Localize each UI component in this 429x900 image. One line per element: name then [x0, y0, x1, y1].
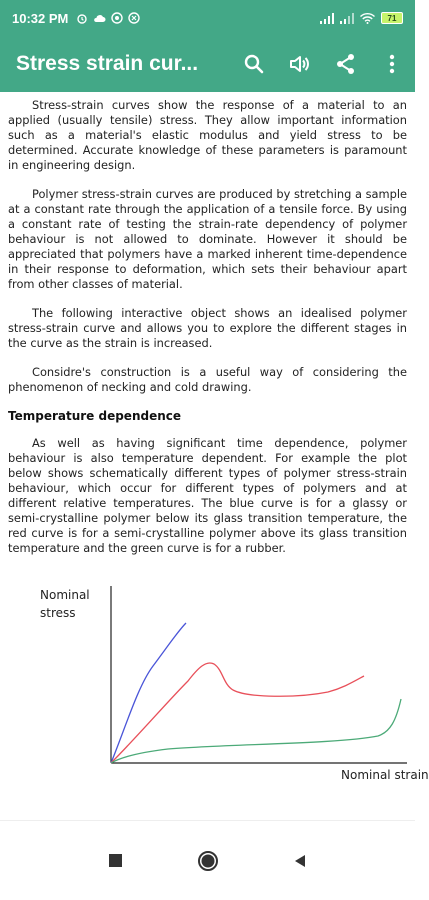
recents-button[interactable]	[100, 845, 132, 877]
green-curve	[111, 699, 401, 763]
status-notification-icons	[76, 12, 140, 24]
figure-y-axis-label-line2: stress	[40, 606, 76, 620]
more-icon	[389, 54, 395, 74]
sync-icon	[111, 12, 123, 24]
signal-icon	[340, 13, 354, 24]
vpn-icon	[128, 12, 140, 24]
page-title: Stress strain cur...	[16, 52, 199, 75]
status-bar	[0, 0, 415, 36]
home-circle-icon	[197, 850, 219, 872]
article-paragraph: As well as having significant time dependence, polymer behaviour is also temperature dependent. For example the plot below shows schematically different types of polymer stress-strain behaviour, which occur for different types of polymers and at different relative temperatures. The blue curve is for a glassy or semi-crystalline polymer below its glass transition temperature, the red curve is for a semi-crystalline polymer above its glass transition temperature and the green curve is for a rubber.	[8, 436, 407, 555]
more-options-button[interactable]	[369, 41, 415, 87]
figure-y-axis-label-line1: Nominal	[40, 588, 90, 602]
share-icon	[336, 53, 356, 75]
system-nav-bar	[0, 820, 415, 900]
cloud-icon	[93, 13, 106, 23]
back-button[interactable]	[284, 845, 316, 877]
app-bar-actions	[231, 41, 415, 87]
search-button[interactable]	[231, 41, 277, 87]
read-aloud-button[interactable]	[277, 41, 323, 87]
red-curve	[111, 663, 364, 763]
recents-square-icon	[109, 854, 123, 868]
share-button[interactable]	[323, 41, 369, 87]
article-paragraph: Stress-strain curves show the response of a material to an applied (usually tensile) stress. They allow important information such as a material's elastic modulus and yield stress to be determined. Accurate knowledge of these parameters is paramount in engineering design.	[8, 98, 407, 172]
battery-icon: 71	[381, 12, 403, 24]
search-icon	[244, 54, 264, 74]
stress-strain-figure	[8, 586, 429, 786]
status-system-icons	[320, 12, 403, 24]
blue-curve	[111, 623, 186, 763]
speaker-icon	[289, 54, 311, 74]
alarm-icon	[76, 12, 88, 24]
home-button[interactable]	[192, 845, 224, 877]
status-time: 10:32 PM	[12, 10, 69, 26]
back-triangle-icon	[293, 854, 307, 868]
wifi-icon	[360, 13, 375, 24]
stress-strain-plot	[8, 586, 407, 786]
article-content[interactable]	[0, 92, 429, 820]
signal-icon	[320, 13, 334, 24]
article-paragraph: Polymer stress-strain curves are produced by stretching a sample at a constant rate through the application of a tensile force. By using a constant rate of testing the strain-rate dependency of polymer behaviour is not allowed to dominate. However it should be appreciated that polymers have a marked inherent time-dependence in their response to deformation, which sets their behaviour apart from other classes of material.	[8, 187, 407, 291]
figure-x-axis-label: Nominal strain	[341, 768, 429, 782]
article-paragraph: The following interactive object shows an idealised polymer stress-strain curve and allows you to explore the different stages in the curve as the strain is increased.	[8, 306, 407, 350]
app-bar	[0, 36, 415, 92]
article-paragraph: Considre's construction is a useful way of considering the phenomenon of necking and cold drawing.	[8, 365, 407, 394]
section-heading: Temperature dependence	[8, 409, 182, 423]
